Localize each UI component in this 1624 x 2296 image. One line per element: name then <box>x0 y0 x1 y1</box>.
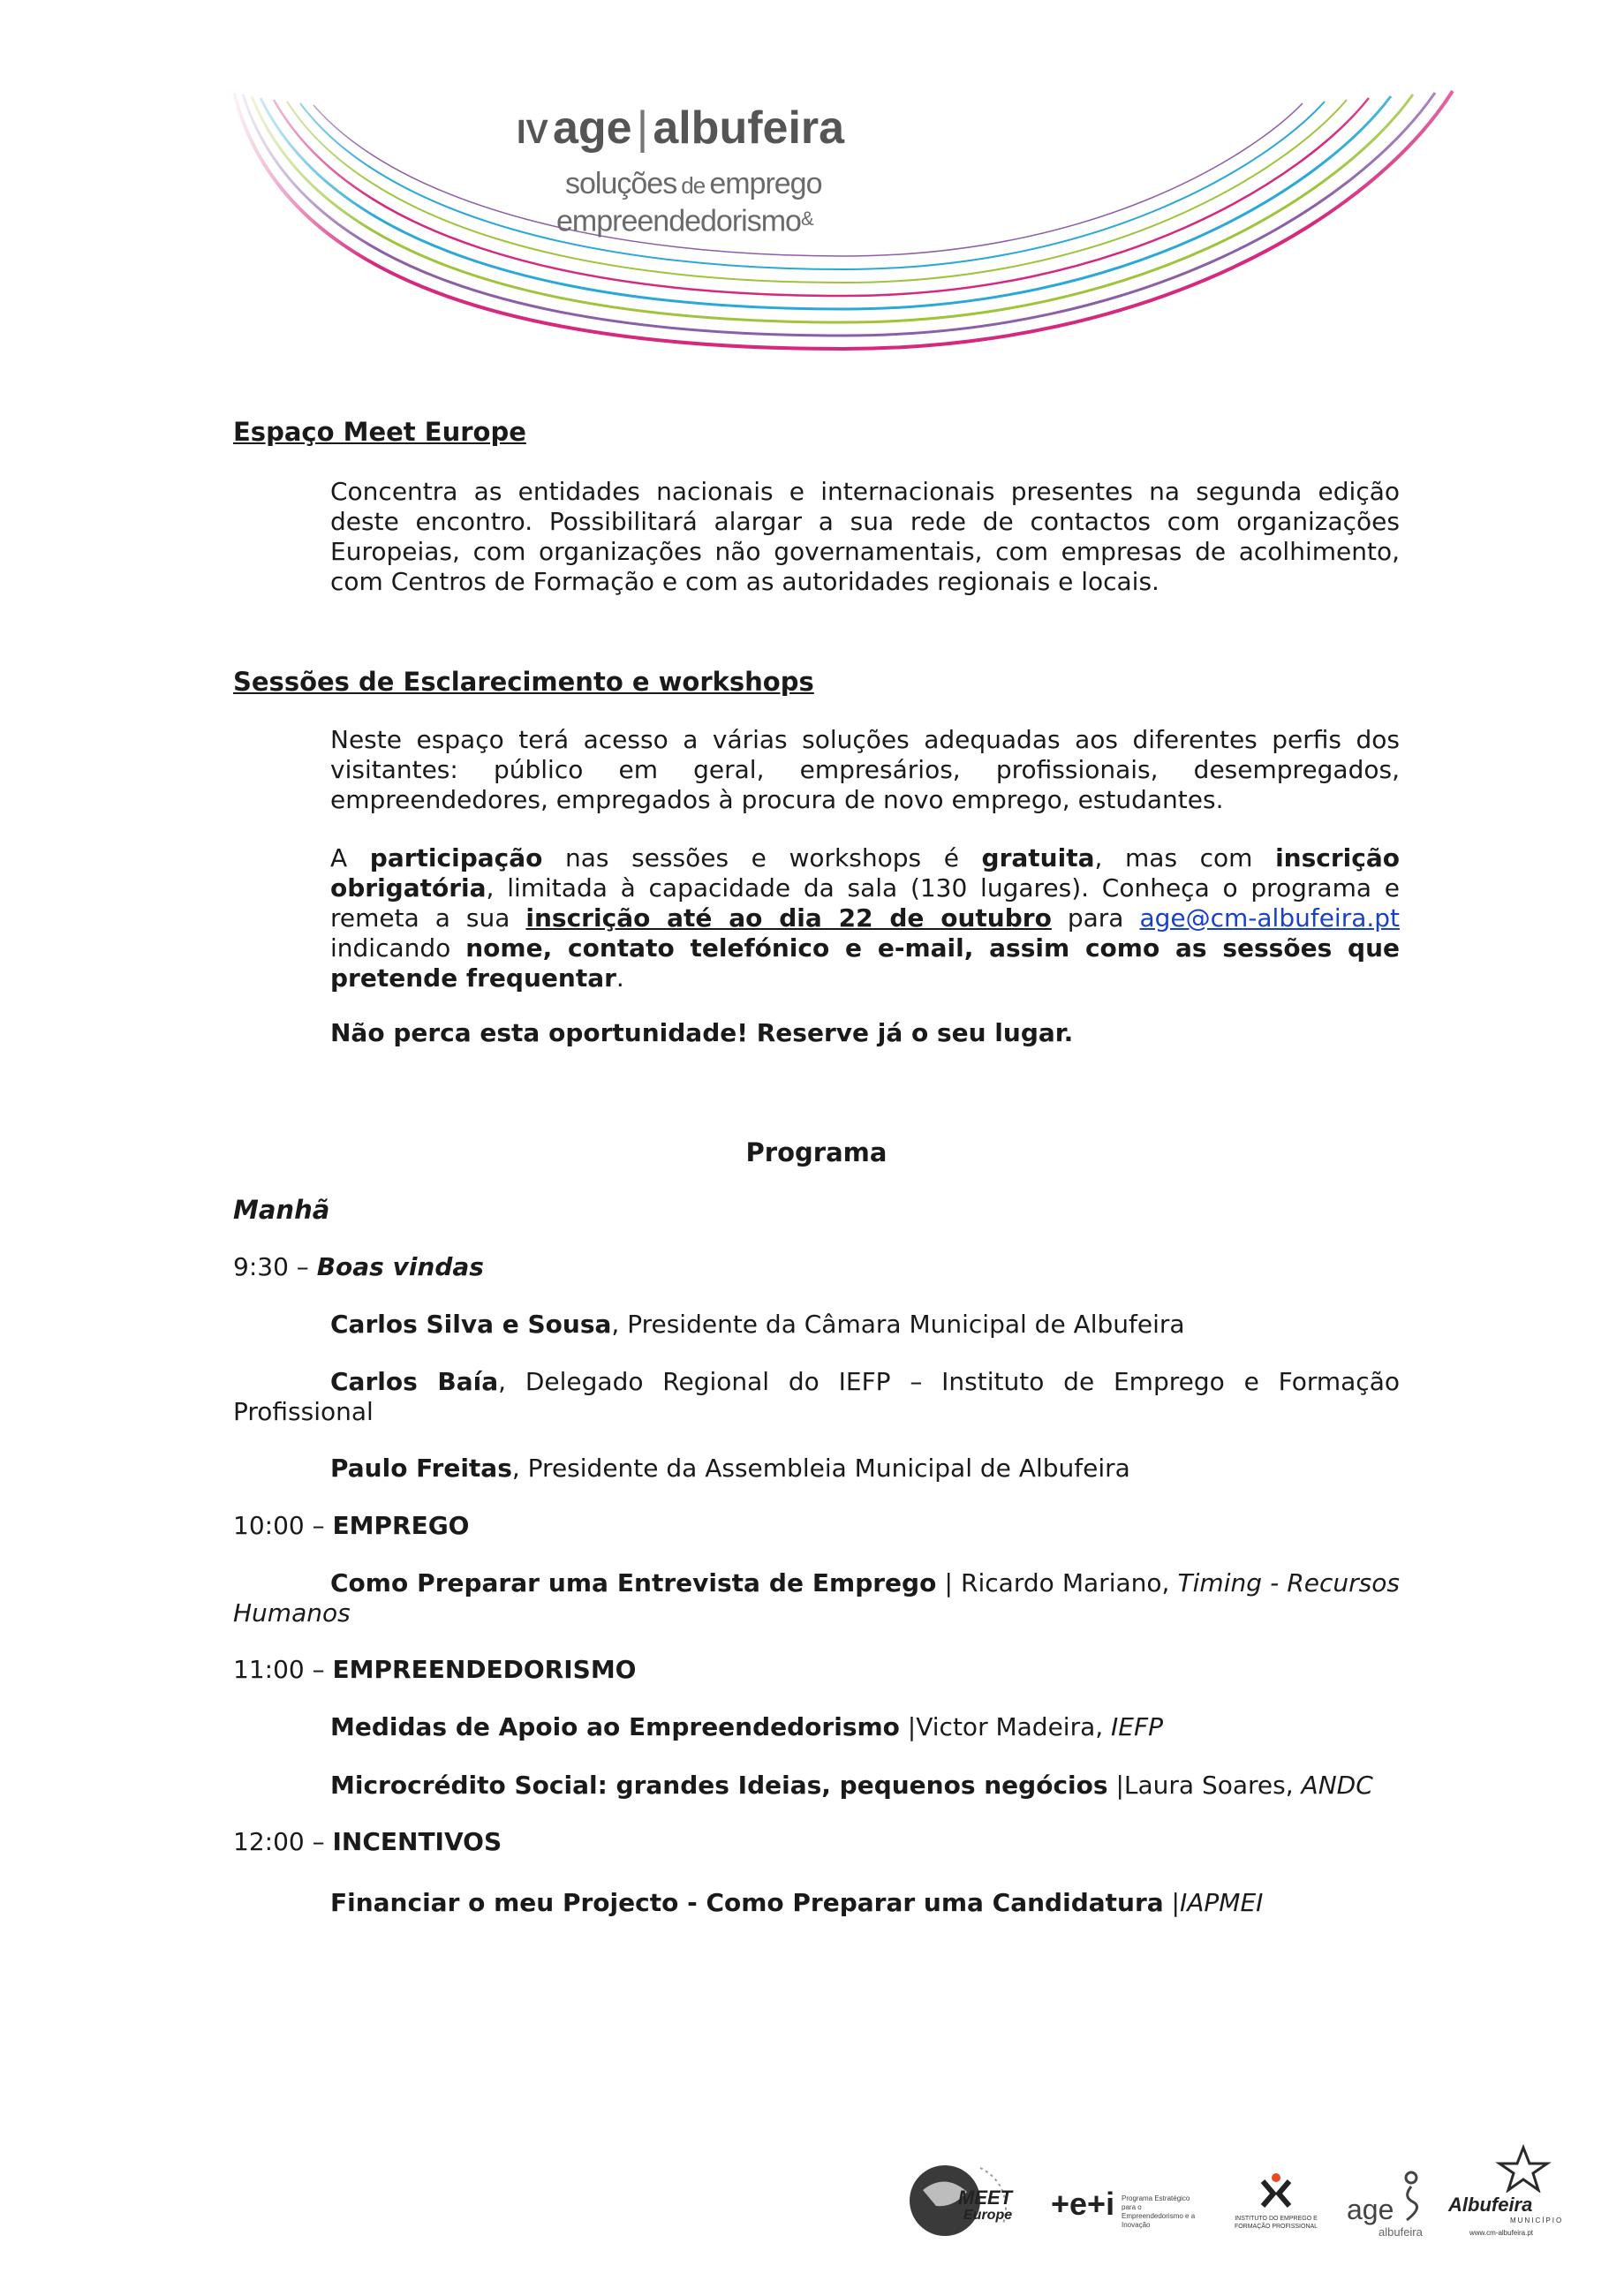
speaker-2 <box>233 1367 1400 1427</box>
speaker-role: , Delegado Regional do IEFP – Instituto de Emprego e Formação Profissional <box>233 1367 1400 1426</box>
program-title: Programa <box>745 1137 888 1167</box>
slot-name: INCENTIVOS <box>332 1827 502 1856</box>
ei-logo <box>1051 2186 1201 2239</box>
slot-empreendedorismo <box>233 1655 636 1684</box>
albufeira-municipio-logo <box>1448 2144 1572 2241</box>
text-segment: , mas com <box>1094 843 1253 872</box>
required-fields-bold: nome, contato telefónico e e-mail, assim como as sessões que pretende frequentar <box>330 933 1401 993</box>
session-title: Como Preparar uma Entrevista de Emprego <box>330 1568 937 1597</box>
age-albufeira-logo <box>1347 2171 1426 2241</box>
text-segment: . <box>616 963 624 993</box>
free-bold: gratuita <box>981 843 1095 872</box>
session-speaker: |Laura Soares, <box>1107 1771 1302 1800</box>
email-link[interactable]: age@cm-albufeira.pt <box>1139 903 1401 933</box>
speaker-name: Carlos Baía <box>330 1367 499 1396</box>
slot-welcome <box>233 1252 484 1281</box>
speaker-1 <box>330 1310 1185 1339</box>
program-period: Manhã <box>233 1195 330 1225</box>
slot-incentivos <box>233 1827 502 1856</box>
mandatory-registration-bold: inscrição obrigatória <box>330 843 1401 903</box>
session-speaker: | Ricardo Mariano, <box>936 1568 1178 1597</box>
session-org: Timing - Recursos Humanos <box>233 1568 1400 1628</box>
ei-logo-caption: Programa Estratégico para o Empreendedorismo e a Inovação <box>1122 2194 1196 2229</box>
session-title: Microcrédito Social: grandes Ideias, pequenos negócios <box>330 1771 1108 1800</box>
sessions-cta: Não perca esta oportunidade! Reserve já o seu lugar. <box>330 1018 1074 1047</box>
session-speaker: | <box>1163 1888 1180 1917</box>
slot-time: 11:00 – <box>233 1655 325 1684</box>
europe-logo-text: Europe <box>963 2208 1013 2223</box>
session-title: Medidas de Apoio ao Empreendedorismo <box>330 1712 900 1741</box>
event-city: albufeira <box>653 102 845 154</box>
text-segment: indicando <box>330 933 451 963</box>
age-logo-subtext: albufeira <box>1379 2225 1423 2239</box>
speaker-3 <box>330 1454 1130 1483</box>
text-segment: A <box>330 843 348 872</box>
iefp-icon <box>1227 2172 1325 2217</box>
session-title: Financiar o meu Projecto - Como Preparar uma Candidatura <box>330 1888 1164 1917</box>
participation-bold: participação <box>369 843 543 872</box>
tagline-emprego: emprego <box>709 167 822 200</box>
figure-icon <box>1398 2171 1424 2224</box>
session-org: ANDC <box>1301 1771 1373 1800</box>
text-segment: para <box>1067 903 1124 933</box>
tagline-empreendedorismo: empreendedorismo <box>556 204 801 238</box>
meet-logo-text: MEET <box>958 2186 1013 2209</box>
iefp-logo <box>1227 2172 1325 2243</box>
session-entrevista <box>233 1568 1400 1628</box>
sessions-intro: Neste espaço terá acesso a várias soluções adequadas aos diferentes perfis dos visitantes: público em geral, empresários, profissionais, desempregados, empreendedores, empregados à procura de novo emprego, estudantes. <box>330 725 1400 814</box>
session-speaker: |Victor Madeira, <box>899 1712 1112 1741</box>
meet-europe-title: Espaço Meet Europe <box>233 417 526 447</box>
iefp-logo-caption: INSTITUTO DO EMPREGO E FORMAÇÃO PROFISSIONAL <box>1234 2216 1318 2230</box>
registration-deadline: inscrição até ao dia 22 de outubro <box>525 903 1052 933</box>
star-figure-icon <box>1492 2144 1554 2193</box>
tagline-solucoes: soluções <box>565 167 677 200</box>
tagline-de: de <box>681 172 706 199</box>
slot-name: EMPREENDEDORISMO <box>332 1655 637 1684</box>
session-medidas-apoio <box>330 1712 1163 1741</box>
speaker-role: , Presidente da Câmara Municipal de Albufeira <box>611 1310 1185 1339</box>
sessions-title: Sessões de Esclarecimento e workshops <box>233 667 814 697</box>
header-banner <box>225 84 1462 388</box>
session-org: IAPMEI <box>1180 1888 1264 1917</box>
tagline-ampersand: & <box>800 208 813 230</box>
albufeira-url-text: www.cm-albufeira.pt <box>1469 2229 1534 2237</box>
text-segment: nas sessões e workshops é <box>565 843 959 872</box>
speaker-name: Carlos Silva e Sousa <box>330 1310 612 1339</box>
meet-europe-body: Concentra as entidades nacionais e internacionais presentes na segunda edição deste encontro. Possibilitará alargar a sua rede de contactos com organizações Europeias, com organizações não governamentais, com empresas de acolhimento, com Centros de Formação e com as autoridades regionais e locais. <box>330 477 1400 596</box>
slot-time: 10:00 – <box>233 1511 325 1540</box>
ei-logo-text: +e+i <box>1051 2186 1115 2222</box>
age-logo-text: age <box>1347 2194 1394 2225</box>
slot-emprego <box>233 1511 469 1540</box>
text-segment: , limitada à capacidade da sala (130 lugares). Conheça o programa e remeta a sua <box>330 873 1400 933</box>
albufeira-logo-text: Albufeira <box>1448 2194 1533 2216</box>
slot-time: 12:00 – <box>233 1827 325 1856</box>
speaker-role: , Presidente da Assembleia Municipal de Albufeira <box>511 1454 1130 1483</box>
event-separator: | <box>636 102 649 154</box>
session-financiar <box>330 1888 1263 1917</box>
session-microcredito <box>330 1771 1373 1800</box>
sessions-participation <box>330 843 1400 993</box>
slot-name: Boas vindas <box>316 1252 484 1281</box>
slot-name: EMPREGO <box>332 1511 470 1540</box>
event-edition: IV <box>517 114 548 151</box>
event-logo <box>517 102 958 241</box>
session-org: IEFP <box>1111 1712 1163 1741</box>
event-age: age <box>553 102 632 154</box>
speaker-name: Paulo Freitas <box>330 1454 512 1483</box>
meet-europe-logo <box>905 2155 1020 2247</box>
slot-time: 9:30 – <box>233 1252 309 1281</box>
municipio-logo-text: MUNICÍPIO <box>1510 2217 1564 2224</box>
